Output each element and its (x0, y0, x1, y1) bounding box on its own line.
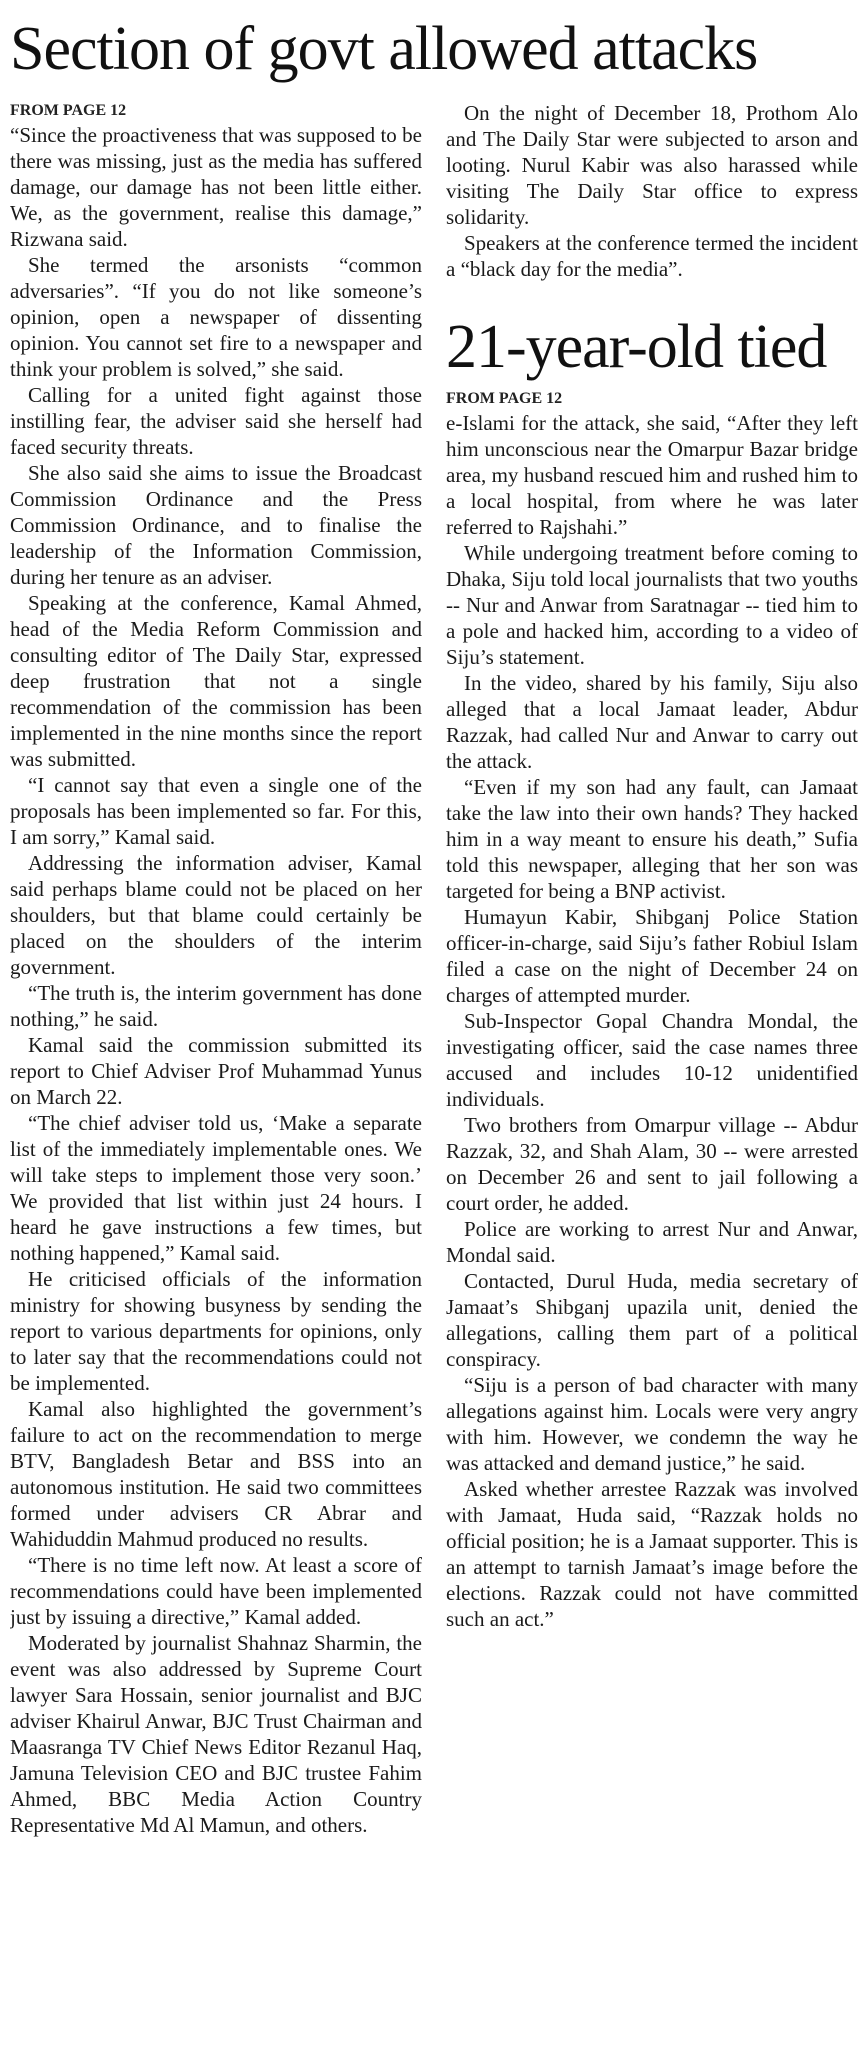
story1-paragraph: Speaking at the conference, Kamal Ahmed, head of the Media Reform Commission and consulting editor of The Daily Star, expressed deep frustration that not a single recommendation of the commission has been implemented in the nine months since the report was submitted. (10, 591, 422, 771)
story2-paragraph: e-Islami for the attack, she said, “After they left him unconscious near the Omarpur Bazar bridge area, my husband rescued him and rushed him to a local hospital, from where he was later referred to Rajshahi.” (446, 411, 858, 539)
story1-paragraph: Kamal also highlighted the government’s failure to act on the recommendation to merge BTV, Bangladesh Betar and BSS into an autonomous institution. He said two committees formed under advisers CR Abrar and Wahiduddin Mahmud produced no results. (10, 1397, 422, 1551)
story1-paragraph: “The chief adviser told us, ‘Make a separate list of the immediately implementable ones. We will take steps to implement those very soon.’ We provided that list within just 24 hours. I heard he gave instructions a few times, but nothing happened,” Kamal said. (10, 1111, 422, 1265)
story2-body (446, 410, 858, 1632)
story1-paragraph: “I cannot say that even a single one of the proposals has been implemented so far. For this, I am sorry,” Kamal said. (10, 773, 422, 849)
story1-paragraph: She also said she aims to issue the Broadcast Commission Ordinance and the Press Commission Ordinance, and to finalise the leadership of the Information Commission, during her tenure as an adviser. (10, 461, 422, 589)
story1-body-continued (446, 100, 858, 282)
story1-paragraph: “The truth is, the interim government has done nothing,” he said. (10, 981, 422, 1031)
story2-jump-label: FROM PAGE 12 (446, 390, 563, 407)
column-left (10, 100, 422, 2039)
story1-paragraph: Speakers at the conference termed the incident a “black day for the media”. (446, 231, 858, 281)
story1-paragraph: On the night of December 18, Prothom Alo and The Daily Star were subjected to arson and looting. Nurul Kabir was also harassed while visiting The Daily Star office to express solidarity. (446, 101, 858, 229)
story2-paragraph: While undergoing treatment before coming to Dhaka, Siju told local journalists that two youths -- Nur and Anwar from Saratnagar -- tied him to a pole and hacked him, according to a video of Siju’s statement. (446, 541, 858, 669)
story1-headline: Section of govt allowed attacks (10, 15, 758, 83)
column-right (446, 100, 858, 2039)
story1-paragraph: Kamal said the commission submitted its report to Chief Adviser Prof Muhammad Yunus on March 22. (10, 1033, 422, 1109)
story2-paragraph: Contacted, Durul Huda, media secretary of Jamaat’s Shibganj upazila unit, denied the allegations, calling them part of a political conspiracy. (446, 1269, 858, 1371)
story1-paragraph: Addressing the information adviser, Kamal said perhaps blame could not be placed on her shoulders, but that blame could certainly be placed on the shoulders of the interim government. (10, 851, 422, 979)
story1-paragraph: Moderated by journalist Shahnaz Sharmin, the event was also addressed by Supreme Court lawyer Sara Hossain, senior journalist and BJC adviser Khairul Anwar, BJC Trust Chairman and Maasranga TV Chief News Editor Rezanul Haq, Jamuna Television CEO and BJC trustee Fahim Ahmed, BBC Media Action Country Representative Md Al Mamun, and others. (10, 1631, 422, 1837)
story2-paragraph: Police are working to arrest Nur and Anwar, Mondal said. (446, 1217, 858, 1267)
story2-paragraph: “Siju is a person of bad character with many allegations against him. Locals were very angry with him. However, we condemn the way he was attacked and demand justice,” he said. (446, 1373, 858, 1475)
story1-paragraph: “Since the proactiveness that was supposed to be there was missing, just as the media has suffered damage, our damage has not been little either. We, as the government, realise this damage,” Rizwana said. (10, 123, 422, 251)
story1-paragraph: He criticised officials of the information ministry for showing busyness by sending the report to various departments for opinions, only to later say that the recommendations could not be implemented. (10, 1267, 422, 1395)
story1-paragraph: Calling for a united fight against those instilling fear, the adviser said she herself had faced security threats. (10, 383, 422, 459)
story2-paragraph: In the video, shared by his family, Siju also alleged that a local Jamaat leader, Abdur Razzak, had called Nur and Anwar to carry out the attack. (446, 671, 858, 773)
story1-paragraph: “There is no time left now. At least a score of recommendations could have been implemented just by issuing a directive,” Kamal added. (10, 1553, 422, 1629)
story2-paragraph: “Even if my son had any fault, can Jamaat take the law into their own hands? They hacked him in a way meant to ensure his death,” Sufia told this newspaper, alleging that her son was targeted for being a BNP activist. (446, 775, 858, 903)
story1-body (10, 122, 422, 1838)
story1-paragraph: She termed the arsonists “common adversaries”. “If you do not like someone’s opinion, open a newspaper of dissenting opinion. You cannot set fire to a newspaper and think your problem is solved,” she said. (10, 253, 422, 381)
story1-jump-label: FROM PAGE 12 (10, 102, 127, 119)
story2-paragraph: Sub-Inspector Gopal Chandra Mondal, the investigating officer, said the case names three accused and includes 10-12 unidentified individuals. (446, 1009, 858, 1111)
story2-headline: 21-year-old tied (446, 313, 827, 381)
story2-paragraph: Asked whether arrestee Razzak was involved with Jamaat, Huda said, “Razzak holds no official position; he is a Jamaat supporter. This is an attempt to tarnish Jamaat’s image before the elections. Razzak could not have committed such an act.” (446, 1477, 858, 1631)
story2-paragraph: Humayun Kabir, Shibganj Police Station officer-in-charge, said Siju’s father Robiul Islam filed a case on the night of December 24 on charges of attempted murder. (446, 905, 858, 1007)
story2-paragraph: Two brothers from Omarpur village -- Abdur Razzak, 32, and Shah Alam, 30 -- were arrested on December 26 and sent to jail following a court order, he added. (446, 1113, 858, 1215)
